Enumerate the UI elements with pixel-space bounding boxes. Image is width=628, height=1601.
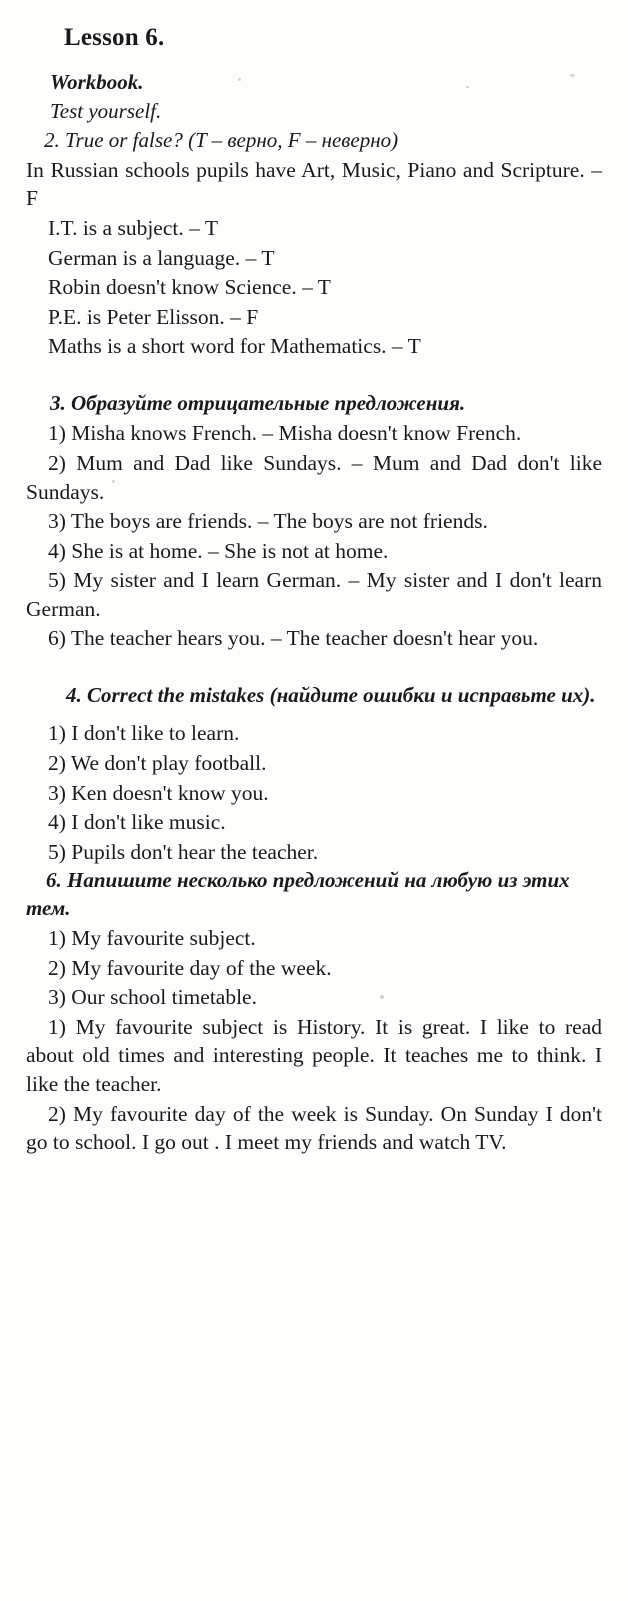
section-workbook-label: Workbook. (50, 70, 144, 94)
paper-speck (466, 86, 469, 88)
task-2-line: P.E. is Peter Elisson. – F (48, 304, 259, 329)
task-3-line: 5) My sister and I learn German. – My sister and I don't learn German. (26, 568, 602, 621)
task-4-line: 3) Ken doesn't know you. (48, 780, 269, 805)
task-2-line: In Russian schools pupils have Art, Music, Piano and Scripture. – F (26, 157, 602, 211)
task-3-line: 4) She is at home. – She is not at home. (48, 538, 389, 563)
task-2-heading: 2. True or false? (T – верно, F – неверно) (44, 128, 399, 152)
task-4-heading: 4. Correct the mistakes (найдите ошибки и исправьте их). (66, 683, 596, 708)
paper-speck (112, 480, 115, 483)
task-3-line: 3) The boys are friends. – The boys are not friends. (48, 509, 488, 534)
task-6-answer: 1) My favourite subject is History. It is great. I like to read about old times and interesting people. It teaches me to think. I like the teacher. (26, 1014, 602, 1096)
task-6-topic: 3) Our school timetable. (48, 985, 257, 1010)
task-2-line: Robin doesn't know Science. – T (48, 275, 331, 300)
paper-speck (380, 995, 384, 999)
task-6-heading: 6. Напишите несколько предложений на любую из этих тем. (26, 868, 570, 920)
task-3-line: 1) Misha knows French. – Misha doesn't know French. (48, 421, 522, 446)
task-3-line: 2) Mum and Dad like Sundays. – Mum and Dad don't like Sundays. (26, 450, 602, 504)
paper-speck (238, 78, 241, 81)
task-4-line: 5) Pupils don't hear the teacher. (48, 839, 319, 864)
task-6-topic: 2) My favourite day of the week. (48, 955, 332, 980)
task-2-line: German is a language. – T (48, 245, 275, 270)
task-3-line: 6) The teacher hears you. – The teacher doesn't hear you. (48, 626, 539, 651)
paper-speck (570, 74, 575, 77)
task-3-heading: 3. Образуйте отрицательные предложения. (50, 391, 466, 416)
page-title: Lesson 6. (64, 24, 165, 51)
task-4-line: 4) I don't like music. (48, 810, 226, 835)
task-2-line: Maths is a short word for Mathematics. – T (48, 334, 421, 359)
task-6-answer: 2) My favourite day of the week is Sunday. On Sunday I don't go to school. I go out . I meet my friends and watch TV. (26, 1101, 602, 1155)
task-2-line: I.T. is a subject. – T (48, 216, 218, 241)
task-4-line: 2) We don't play football. (48, 750, 267, 775)
section-test-label: Test yourself. (50, 99, 162, 123)
task-6-topic: 1) My favourite subject. (48, 925, 256, 950)
task-4-line: 1) I don't like to learn. (48, 721, 240, 746)
